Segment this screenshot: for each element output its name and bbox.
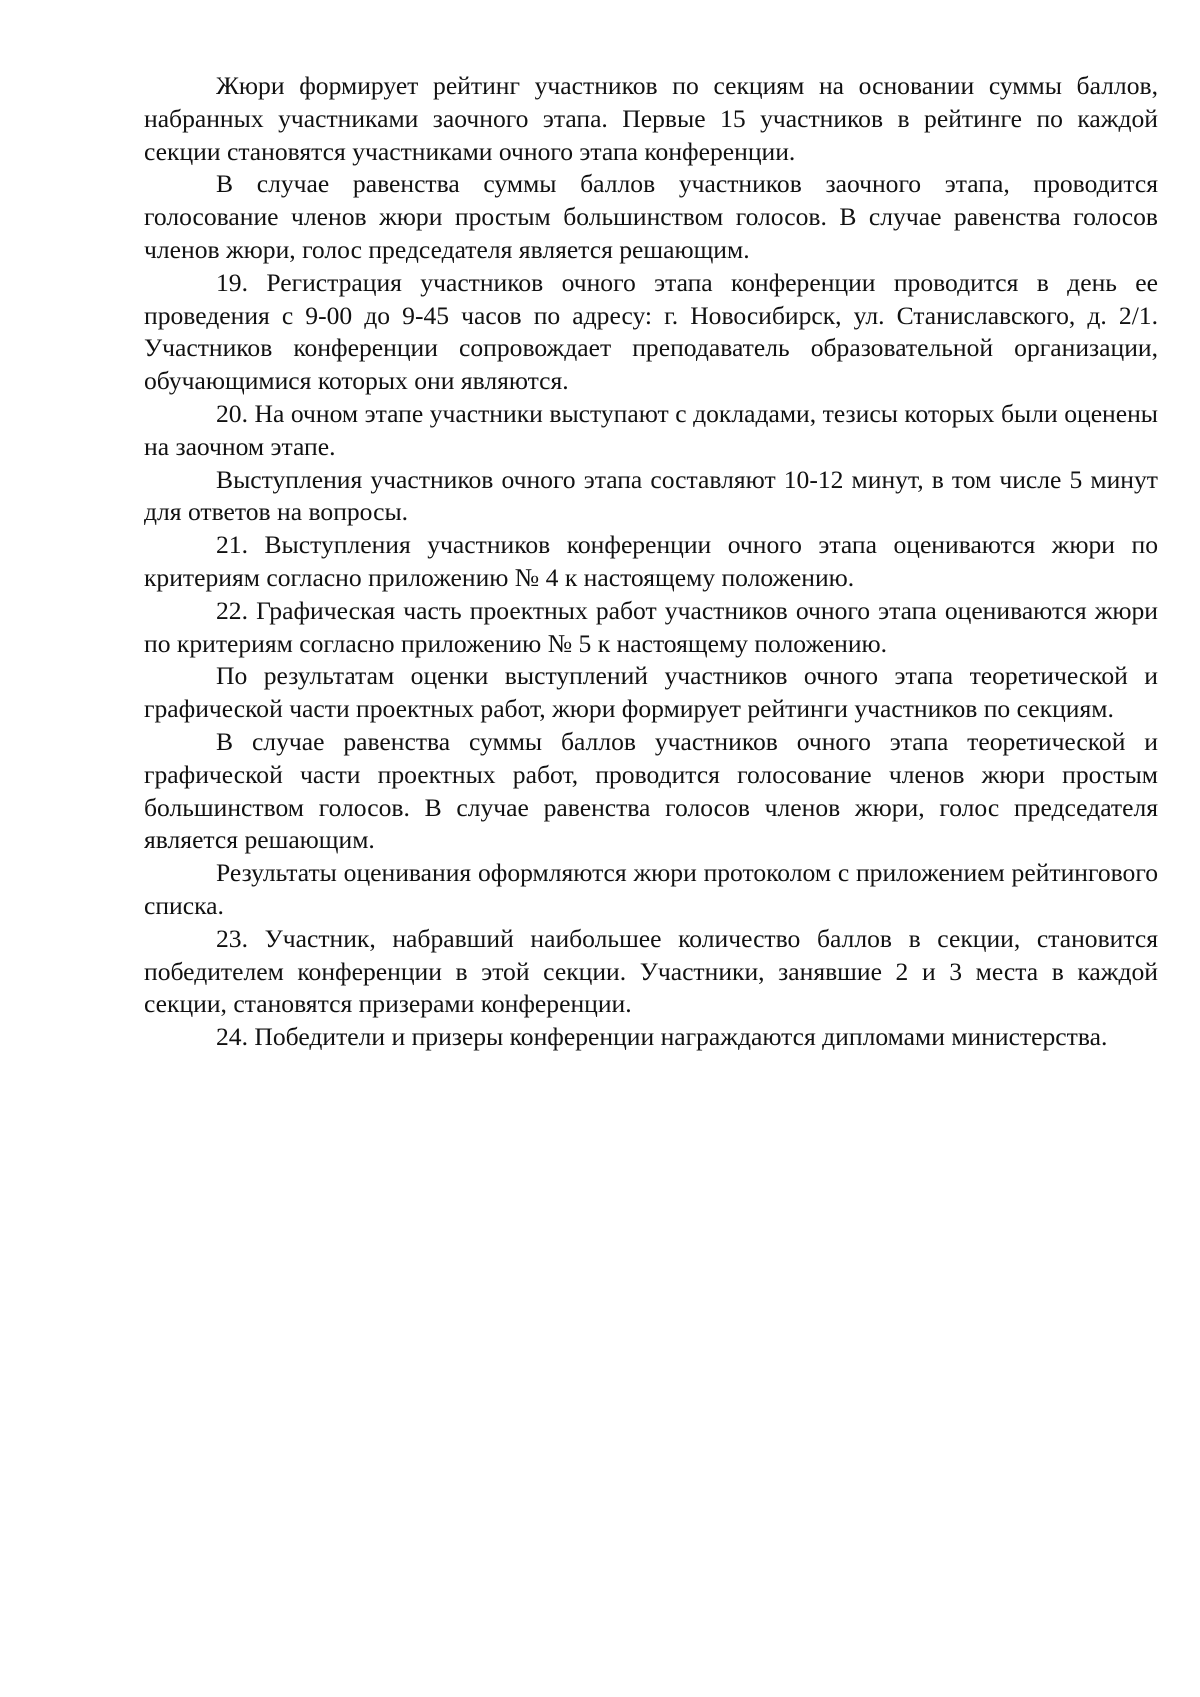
paragraph-24-awards: 24. Победители и призеры конференции награждаются дипломами министерства.: [216, 1022, 1108, 1052]
paragraph-21-evaluation: 21. Выступления участников конференции очного этапа оцениваются жюри по критериям согласно приложению № 4 к настоящему положению.: [144, 530, 1158, 592]
paragraph-22-graphic-part: 22. Графическая часть проектных работ участников очного этапа оцениваются жюри по критериям согласно приложению № 5 к настоящему положению.: [144, 595, 1158, 658]
paragraph-results-rating: По результатам оценки выступлений участников очного этапа теоретической и графической части проектных работ, жюри формирует рейтинги участников по секциям.: [144, 661, 1158, 724]
paragraph-tie-in-person: В случае равенства суммы баллов участников очного этапа теоретической и графической части проектных работ, проводится голосование членов жюри простым большинством голосов. В случае равенства голосов членов жюри, голос председателя является решающим.: [144, 726, 1158, 855]
paragraph-jury-rating: Жюри формирует рейтинг участников по секциям на основании суммы баллов, набранных участниками заочного этапа. Первые 15 участников в рейтинге по каждой секции становятся участниками очного этапа конференции.: [144, 71, 1158, 166]
paragraph-tie-correspondence: В случае равенства суммы баллов участников заочного этапа, проводится голосование членов жюри простым большинством голосов. В случае равенства голосов членов жюри, голос председателя является решающим.: [144, 169, 1158, 264]
paragraph-20-reports: 20. На очном этапе участники выступают с докладами, тезисы которых были оценены на заочном этапе.: [144, 398, 1158, 461]
paragraph-23-winner: 23. Участник, набравший наибольшее количество баллов в секции, становится победителем конференции в этой секции. Участники, занявшие 2 и 3 места в каждой секции, становятся призерами конференции.: [144, 923, 1158, 1019]
paragraph-speech-duration: Выступления участников очного этапа составляют 10-12 минут, в том числе 5 минут для ответов на вопросы.: [144, 464, 1158, 527]
paragraph-protocol: Результаты оценивания оформляются жюри протоколом с приложением рейтингового списка.: [144, 858, 1158, 920]
paragraph-19-registration: 19. Регистрация участников очного этапа конференции проводится в день ее проведения с 9-00 до 9-45 часов по адресу: г. Новосибирск, ул. Станиславского, д. 2/1. Участников конференции сопровождает преподаватель образовательной организации, обучающимися которых они являются.: [144, 267, 1158, 396]
